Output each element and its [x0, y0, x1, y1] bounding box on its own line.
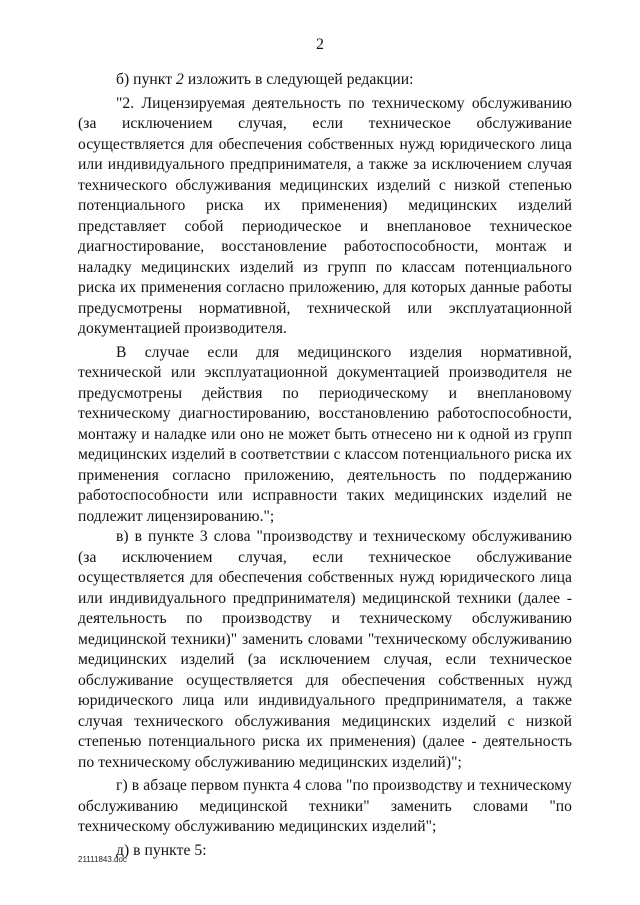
paragraph-amendment-v: в) в пункте 3 слова "производству и техническому обслуживанию (за исключением случая, если техническое обслуживание осуществляется для обеспечения собственных нужд юридического лица или индивидуального предпринимателя) медицинской техники (далее - деятельность по производству и техническому обслуживанию медицинской техники)" заменить словами "техническому обслуживанию медицинских изделий (за исключением случая, если техническое обслуживание осуществляется для обеспечения собственных нужд юридического лица или индивидуального предпринимателя, а также случая технического обслуживания медицинских изделий с низкой степенью потенциального риска их применения) (далее - деятельность по техническому обслуживанию медицинских изделий)";	[78, 528, 572, 771]
paragraph-amendment-b-prefix: б) пункт	[116, 71, 177, 88]
paragraph-amendment-g: г) в абзаце первом пункта 4 слова "по производству и техническому обслуживанию медицинской техники" заменить словами "по техническому обслуживанию медицинских изделий";	[78, 777, 572, 835]
paragraph-clause-2-second: В случае если для медицинского изделия нормативной, технической или эксплуатационной документацией производителя не предусмотрены действия по периодическому и внеплановому техническому диагностированию, восстановлению работоспособности, монтажу и наладке или оно не может быть отнесено ни к одной из групп медицинских изделий в соответствии с классом потенциального риска их применения согласно приложению, деятельность по поддержанию работоспособности или исправности таких медицинских изделий не подлежит лицензированию.";	[78, 343, 572, 525]
page-number: 2	[316, 36, 324, 53]
file-name-footer: 21111843.doc	[78, 855, 127, 864]
paragraph-clause-2: "2. Лицензируемая деятельность по техническому обслуживанию (за исключением случая, если техническое обслуживание осуществляется для обеспечения собственных нужд юридического лица или индивидуального предпринимателя, а также за исключением случая технического обслуживания медицинских изделий с низкой степенью потенциального риска их применения) медицинских изделий представляет собой периодическое и внеплановое техническое диагностирование, восстановление работоспособности, монтаж и наладку медицинских изделий из групп по классам потенциального риска их применения согласно приложению, для которых данные работы предусмотрены нормативной, технической или эксплуатационной документацией производителя.	[78, 94, 572, 337]
paragraph-amendment-b-number: 2	[176, 71, 184, 88]
paragraph-amendment-d: д) в пункте 5:	[116, 841, 207, 859]
paragraph-amendment-b-suffix: изложить в следующей редакции:	[183, 71, 414, 88]
document-body	[78, 70, 572, 861]
paragraph-amendment-b	[78, 70, 572, 91]
